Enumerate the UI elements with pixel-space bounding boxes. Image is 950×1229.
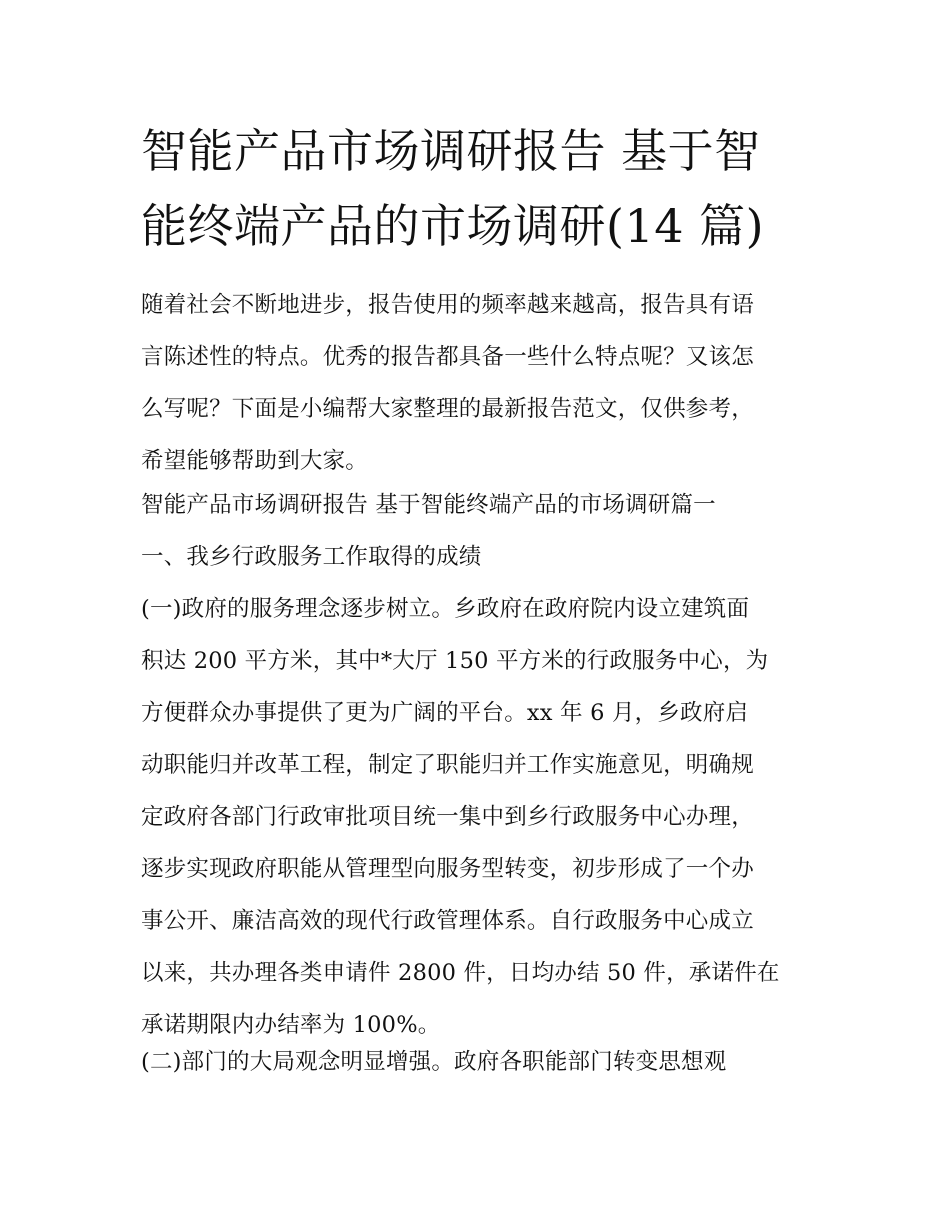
intro-line: 么写呢？下面是小编帮大家整理的最新报告范文，仅供参考， bbox=[141, 396, 754, 422]
subsection-heading-text: 一、我乡行政服务工作取得的成绩 bbox=[141, 544, 482, 570]
paragraph-line: (一)政府的服务理念逐步树立。乡政府在政府院内设立建筑面 bbox=[141, 596, 750, 622]
paragraph-line: 方便群众办事提供了更为广阔的平台。xx 年 6 月，乡政府启 bbox=[141, 700, 749, 726]
title-line: 智能产品市场调研报告 基于智 bbox=[141, 124, 761, 178]
paragraph-line: 以来，共办理各类申请件 2800 件，日均办结 50 件，承诺件在 bbox=[141, 960, 780, 986]
subsection-heading bbox=[141, 531, 821, 583]
section-heading-text: 智能产品市场调研报告 基于智能终端产品的市场调研篇一 bbox=[141, 492, 716, 518]
paragraph-line: 事公开、廉洁高效的现代行政管理体系。自行政服务中心成立 bbox=[141, 908, 754, 934]
paragraph-line: 承诺期限内办结率为 100%。 bbox=[141, 1012, 441, 1038]
intro-line: 言陈述性的特点。优秀的报告都具备一些什么特点呢？又该怎 bbox=[141, 344, 754, 370]
intro-line: 希望能够帮助到大家。 bbox=[141, 448, 369, 474]
paragraph-one bbox=[141, 583, 821, 1051]
paragraph-line: 逐步实现政府职能从管理型向服务型转变，初步形成了一个办 bbox=[141, 856, 754, 882]
paragraph-line: (二)部门的大局观念明显增强。政府各职能部门转变思想观 bbox=[141, 1049, 727, 1075]
document-title bbox=[141, 114, 811, 264]
paragraph-two bbox=[141, 1036, 821, 1088]
title-line: 能终端产品的市场调研(14 篇) bbox=[141, 199, 765, 253]
paragraph-line: 积达 200 平方米，其中*大厅 150 平方米的行政服务中心，为 bbox=[141, 648, 769, 674]
intro-paragraph bbox=[141, 279, 821, 487]
paragraph-line: 动职能归并改革工程，制定了职能归并工作实施意见，明确规 bbox=[141, 752, 754, 778]
intro-line: 随着社会不断地进步，报告使用的频率越来越高，报告具有语 bbox=[141, 292, 754, 318]
paragraph-line: 定政府各部门行政审批项目统一集中到乡行政服务中心办理， bbox=[141, 804, 754, 830]
section-heading bbox=[141, 479, 821, 531]
